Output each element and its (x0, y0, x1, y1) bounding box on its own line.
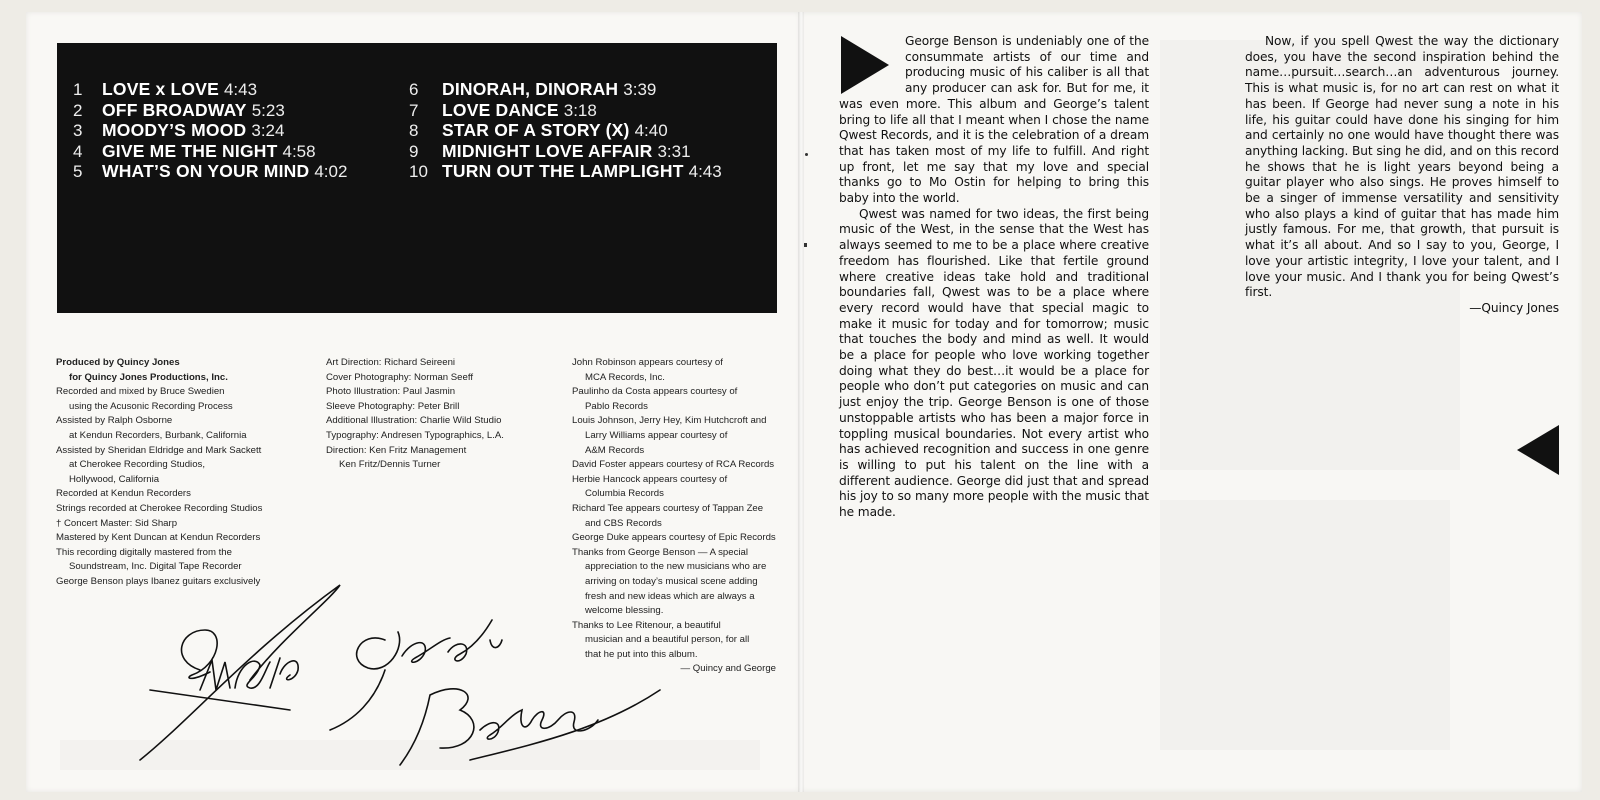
credit-line: Ken Fritz/Dennis Turner (339, 459, 441, 471)
credit-line: Assisted by Sheridan Eldridge and Mark Sackett (56, 444, 262, 456)
track-row (73, 120, 347, 141)
track-duration: 4:58 (282, 141, 316, 161)
credit-line: welcome blessing. (585, 605, 664, 617)
credit-line: Mastered by Kent Duncan at Kendun Recorders (56, 532, 261, 544)
credit-line: Photo Illustration: Paul Jasmin (326, 386, 456, 398)
credit-line: appreciation to the new musicians who are (585, 561, 767, 573)
track-title: OFF BROADWAY (102, 99, 247, 120)
credit-line: Herbie Hancock appears courtesy of (572, 473, 728, 485)
credit-line: for Quincy Jones Productions, Inc. (69, 371, 228, 383)
track-title: GIVE ME THE NIGHT (102, 140, 278, 161)
track-duration: 3:24 (251, 121, 285, 140)
credit-line: Larry Williams appear courtesy of (585, 429, 728, 441)
track-number: 10 (409, 162, 428, 181)
credit-line: and CBS Records (585, 517, 662, 529)
track-number: 8 (409, 121, 419, 140)
essay-paragraph-3: Now, if you spell Qwest the way the dictionary does, you have the second inspiration behind the name…pursuit…search…an adventurous journey. This is what music is, for no art can rest on what it has been. If George had never sung a note in his life, his guitar could have done his singing for him and certainly no one would have thought there was anything lacking. But sing he did, and on this record he shows that he is light years beyond being a guitar player who also sings. He proves himself to be a singer of immense versatility and sensitivity who also plays a kind of guitar that has made him justly famous. For me, that growth, that pursuit is what it’s all about. And so I say to you, George, I love your artistic integrity, I love your talent, and I love your music. And I thank you for being Qwest’s first. (1245, 34, 1559, 300)
credit-line: John Robinson appears courtesy of (572, 357, 723, 368)
credit-line: Pablo Records (585, 400, 648, 412)
credit-line: Thanks to Lee Ritenour, a beautiful (572, 619, 721, 631)
track-number: 6 (409, 80, 419, 99)
george-benson-signature (330, 620, 660, 765)
spine-mark (804, 243, 807, 247)
quincy-jones-signature (140, 585, 340, 760)
track-title: STAR OF A STORY (X) (442, 120, 630, 140)
track-number: 7 (409, 100, 419, 120)
track-row (409, 79, 722, 100)
credit-line: — Quincy and George (680, 663, 776, 675)
credits-production (56, 356, 262, 590)
track-number: 1 (73, 80, 83, 99)
essay-paragraph-2: Qwest was named for two ideas, the first being music of the West, in the sense that the West has always seemed to me to be a place where creative freedom has flourished. Like that fertile ground where creative ideas take hold and traditional boundaries fall, Qwest was to be a place where every record would have that special magic to make it music for today and for tomorrow; music that touches the body and mind as well. It would be a place for people who love working together doing what they do best…it would be a place for people who don’t put categories on music and can just enjoy the trip. George Benson is one of those unstoppable artists who has been a major force in toppling musical boundaries. Not every artist who has achieved recognition and success in one genre is willing to put his talent on the line with a different audience. George did just that and spread his joy to so many more people with the music that he made. (839, 206, 1149, 520)
credit-line: arriving on today’s musical scene adding (585, 575, 758, 587)
credit-line: Assisted by Ralph Osborne (56, 415, 173, 427)
credits-art (326, 356, 504, 473)
credit-line: Strings recorded at Cherokee Recording Studios (56, 502, 263, 514)
track-row (73, 141, 347, 162)
track-row (73, 100, 347, 121)
credit-line: Recorded and mixed by Bruce Swedien (56, 386, 225, 398)
credit-line: Thanks from George Benson — A special (572, 546, 748, 558)
track-row (73, 79, 347, 100)
track-number: 5 (73, 162, 83, 181)
credit-line: at Cherokee Recording Studios, (69, 459, 205, 471)
spine-mark (805, 153, 808, 156)
track-duration: 4:43 (223, 80, 258, 99)
credit-line: Louis Johnson, Jerry Hey, Kim Hutchcroft and (572, 415, 767, 427)
track-number: 3 (73, 121, 83, 140)
credit-line: musician and a beautiful person, for all (585, 634, 750, 646)
track-row (409, 120, 722, 141)
essay-column-1 (839, 34, 1149, 521)
track-row (409, 141, 722, 162)
credit-line: Direction: Ken Fritz Management (326, 444, 467, 456)
tracklist-panel (57, 43, 777, 313)
credit-line: George Benson plays Ibanez guitars exclusively (56, 575, 261, 587)
track-duration: 3:39 (623, 80, 657, 99)
credit-line: George Duke appears courtesy of Epic Records (572, 532, 776, 544)
track-title: LOVE x LOVE (102, 79, 219, 99)
track-title: MIDNIGHT LOVE AFFAIR (442, 140, 653, 161)
track-duration: 5:23 (251, 100, 285, 120)
credit-line: that he put into this album. (585, 648, 698, 660)
track-title: LOVE DANCE (442, 99, 559, 120)
track-number: 9 (409, 141, 419, 161)
credit-line: Soundstream, Inc. Digital Tape Recorder (69, 561, 242, 573)
credit-line: using the Acusonic Recording Process (69, 400, 233, 412)
credit-line: MCA Records, Inc. (585, 371, 665, 383)
credit-line: fresh and new ideas which are always a (585, 590, 755, 602)
credit-line: Art Direction: Richard Seireeni (326, 357, 456, 368)
page-fold (798, 12, 804, 792)
credit-line: Produced by Quincy Jones (56, 357, 180, 368)
bleed-through-shade (1160, 500, 1450, 750)
credit-line: Paulinho da Costa appears courtesy of (572, 386, 738, 398)
credit-line: Cover Photography: Norman Seeff (326, 371, 474, 383)
track-duration: 4:43 (688, 162, 722, 181)
tracklist-column-a (73, 79, 347, 182)
tracklist-column-b (409, 79, 722, 182)
arrow-spacer (839, 34, 905, 96)
track-number: 2 (73, 100, 83, 120)
credit-line: at Kendun Recorders, Burbank, California (69, 429, 247, 441)
credit-line: Columbia Records (585, 488, 664, 500)
credit-line: Typography: Andresen Typographics, L.A. (326, 429, 504, 441)
track-title: WHAT’S ON YOUR MIND (102, 161, 310, 181)
credit-line: This recording digitally mastered from the (56, 546, 232, 558)
track-title: TURN OUT THE LAMPLIGHT (442, 161, 684, 181)
track-duration: 3:31 (657, 141, 691, 161)
essay-column-2 (1245, 34, 1559, 317)
track-row (409, 161, 722, 182)
credit-line: Additional Illustration: Charlie Wild Studio (326, 415, 502, 427)
credit-line: A&M Records (585, 444, 645, 456)
essay-paragraph-1: George Benson is undeniably one of the consummate artists of our time and producing music of his caliber is all that any producer can ask for. But for me, it was even more. This album and George’s talent bring to life all that I meant when I chose the name Qwest Records, and it is the celebration of a dream that has taken most of my life to fulfill. And right up front, let me say that my love and special thanks go to Mo Ostin for helping to bring this baby into the world. (839, 34, 1149, 206)
track-row (73, 161, 347, 182)
triangle-left-icon (1517, 425, 1559, 475)
track-duration: 3:18 (563, 100, 597, 120)
track-title: DINORAH, DINORAH (442, 79, 619, 99)
track-duration: 4:40 (634, 121, 668, 140)
track-duration: 4:02 (314, 162, 348, 181)
essay-signoff: —Quincy Jones (1469, 300, 1559, 315)
signatures (130, 570, 690, 780)
credit-line: Richard Tee appears courtesy of Tappan Zee (572, 502, 764, 514)
credit-line: Recorded at Kendun Recorders (56, 488, 191, 500)
credit-line: Sleeve Photography: Peter Brill (326, 400, 460, 412)
credit-line: Hollywood, California (69, 473, 160, 485)
track-number: 4 (73, 141, 83, 161)
track-row (409, 100, 722, 121)
credit-line: † Concert Master: Sid Sharp (56, 517, 178, 529)
credit-line: David Foster appears courtesy of RCA Records (572, 459, 775, 471)
track-title: MOODY’S MOOD (102, 120, 247, 140)
